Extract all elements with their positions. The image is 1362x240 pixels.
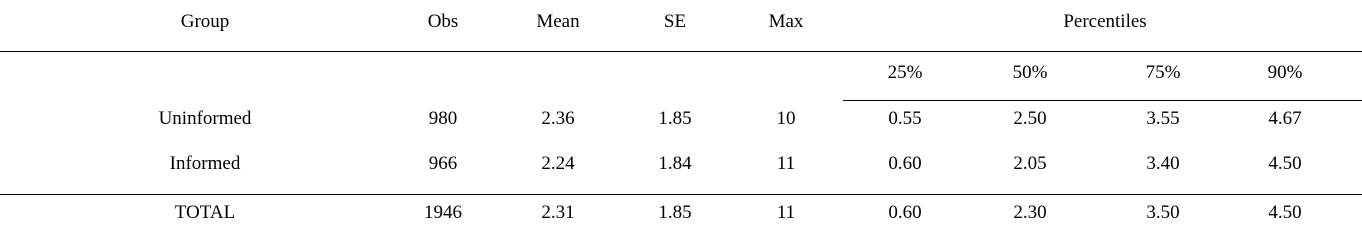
row-obs: 966 — [428, 153, 458, 174]
total-group: TOTAL — [174, 202, 236, 223]
row-mean: 2.24 — [541, 153, 575, 174]
row-p50: 2.50 — [1013, 108, 1047, 129]
total-rule — [0, 194, 1362, 195]
row-max: 11 — [776, 153, 796, 174]
percentile-rule — [843, 100, 1362, 101]
row-p25: 0.55 — [888, 108, 922, 129]
row-p90: 4.50 — [1268, 153, 1302, 174]
header-obs: Obs — [427, 11, 459, 32]
header-mean: Mean — [536, 11, 580, 32]
row-group: Uninformed — [158, 108, 252, 129]
row-max: 10 — [776, 108, 796, 129]
row-mean: 2.36 — [541, 108, 575, 129]
total-p50: 2.30 — [1013, 202, 1047, 223]
row-p75: 3.40 — [1146, 153, 1180, 174]
row-p90: 4.67 — [1268, 108, 1302, 129]
total-mean: 2.31 — [541, 202, 575, 223]
row-p75: 3.55 — [1146, 108, 1180, 129]
header-group: Group — [180, 11, 230, 32]
percentile-label-90: 90% — [1267, 62, 1303, 83]
header-max: Max — [768, 11, 804, 32]
header-percentiles: Percentiles — [1063, 11, 1147, 32]
percentile-label-25: 25% — [887, 62, 923, 83]
row-se: 1.84 — [658, 153, 692, 174]
row-p25: 0.60 — [888, 153, 922, 174]
percentile-label-75: 75% — [1145, 62, 1181, 83]
total-obs: 1946 — [424, 202, 462, 223]
total-p25: 0.60 — [888, 202, 922, 223]
row-p50: 2.05 — [1013, 153, 1047, 174]
row-group: Informed — [169, 153, 241, 174]
total-p90: 4.50 — [1268, 202, 1302, 223]
row-se: 1.85 — [658, 108, 692, 129]
header-rule — [0, 51, 1362, 52]
row-obs: 980 — [428, 108, 458, 129]
total-p75: 3.50 — [1146, 202, 1180, 223]
header-se: SE — [663, 11, 687, 32]
percentile-label-50: 50% — [1012, 62, 1048, 83]
total-se: 1.85 — [658, 202, 692, 223]
total-max: 11 — [776, 202, 796, 223]
